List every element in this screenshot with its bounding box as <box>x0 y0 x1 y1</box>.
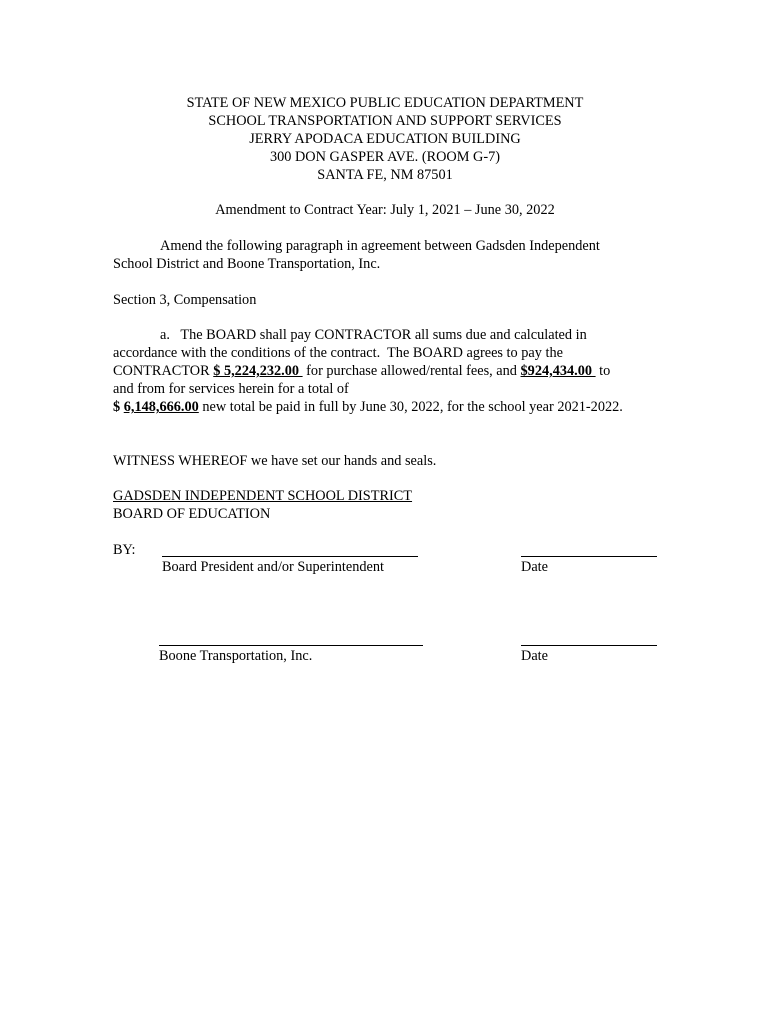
signature-line-contractor <box>159 645 423 646</box>
section-heading: Section 3, Compensation <box>113 292 257 308</box>
intro-line-2: School District and Boone Transportation, Inc. <box>113 256 381 272</box>
clause-a-line-1: a. The BOARD shall pay CONTRACTOR all sums due and calculated in <box>160 327 587 343</box>
intro-line-1: Amend the following paragraph in agreement between Gadsden Independent <box>160 238 600 254</box>
header-division: SCHOOL TRANSPORTATION AND SUPPORT SERVICES <box>208 113 562 129</box>
total-amount: 6,148,666.00 <box>123 399 199 415</box>
by-label: BY: <box>113 542 136 558</box>
amendment-title: Amendment to Contract Year: July 1, 2021 – June 30, 2022 <box>215 202 555 218</box>
header-street-address: 300 DON GASPER AVE. (ROOM G-7) <box>269 149 501 165</box>
clause-a-line-4: and from for services herein for a total of <box>113 381 349 397</box>
clause-a-line-3 <box>113 362 610 380</box>
total-currency: $ <box>113 399 124 415</box>
witness-statement: WITNESS WHEREOF we have set our hands and seals. <box>113 453 437 469</box>
contractor-label: CONTRACTOR <box>113 363 214 379</box>
date-label-contractor: Date <box>521 648 548 664</box>
header-city-state-zip: SANTA FE, NM 87501 <box>317 167 453 183</box>
header-building: JERRY APODACA EDUCATION BUILDING <box>249 131 521 147</box>
signature-label-board: Board President and/or Superintendent <box>162 559 384 575</box>
signature-label-contractor: Boone Transportation, Inc. <box>159 648 313 664</box>
clause-a-line-3-end: to <box>595 363 611 379</box>
clause-a-line-2: accordance with the conditions of the contract. The BOARD agrees to pay the <box>113 345 563 361</box>
signature-line-board <box>162 556 418 557</box>
date-line-contractor <box>521 645 657 646</box>
purchase-description: for purchase allowed/rental fees, and <box>302 363 521 379</box>
clause-a-total-line <box>113 398 623 416</box>
total-description: new total be paid in full by June 30, 2022, for the school year 2021-2022. <box>198 399 623 415</box>
board-of-education: BOARD OF EDUCATION <box>113 506 271 522</box>
date-label-board: Date <box>521 559 548 575</box>
district-name: GADSDEN INDEPENDENT SCHOOL DISTRICT <box>113 488 413 504</box>
header-department: STATE OF NEW MEXICO PUBLIC EDUCATION DEPARTMENT <box>186 95 584 111</box>
rental-amount: $924,434.00 <box>520 363 596 379</box>
date-line-board <box>521 556 657 557</box>
purchase-amount: $ 5,224,232.00 <box>213 363 303 379</box>
